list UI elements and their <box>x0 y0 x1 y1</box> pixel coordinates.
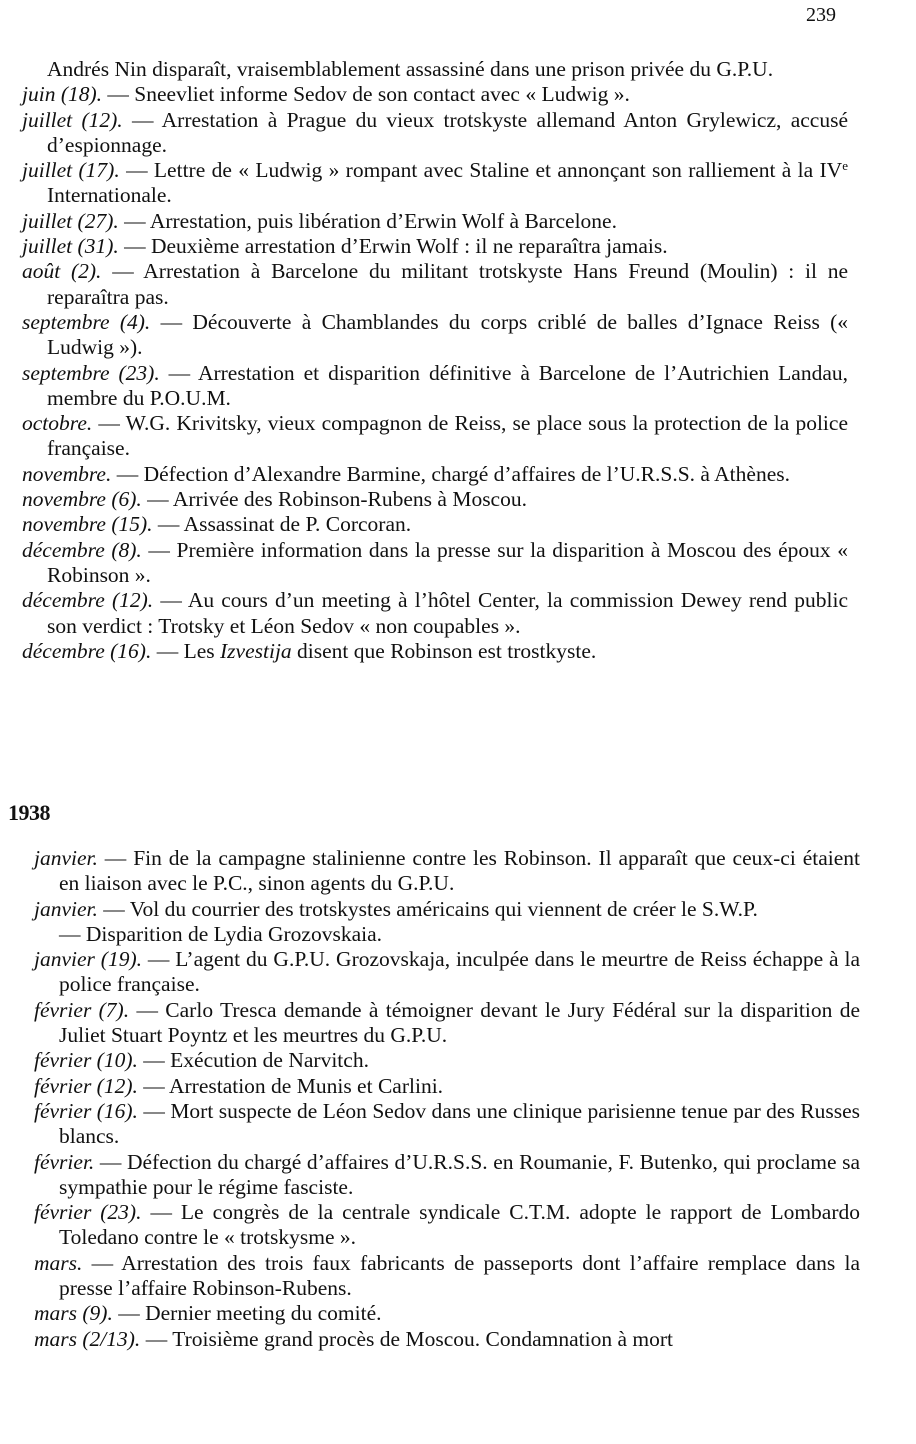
entry-fevrier-12 <box>34 1074 860 1099</box>
entry-separator: — <box>122 107 162 132</box>
entry-date: février (16). <box>34 1098 138 1123</box>
entry-text: Au cours d’un meeting à l’hôtel Center, la commission Dewey rend public son verdict : Trotsky et Léon Sedov « non coupables ». <box>47 588 848 638</box>
entry-date: juillet (12). <box>22 107 123 132</box>
entry-text: Arrivée des Robinson-Rubens à Moscou. <box>172 487 527 512</box>
entry-text: Vol du courrier des trotskystes américains qui viennent de créer le S.W.P. <box>129 896 758 921</box>
entry-separator: — <box>101 259 144 284</box>
entry-janvier-b <box>34 897 860 922</box>
entry-text: Arrestation des trois faux fabricants de passeports dont l’affaire remplace dans la presse l’affaire Robinson-Rubens. <box>59 1250 860 1301</box>
entry-date: juillet (31). <box>22 234 119 259</box>
entry-text: Sneevliet informe Sedov de son contact avec « Ludwig ». <box>134 82 630 107</box>
entry-novembre-6 <box>22 487 848 512</box>
entry-septembre-4 <box>22 310 848 361</box>
entry-juillet-17 <box>22 158 848 209</box>
entry-text: Assassinat de P. Corcoran. <box>183 512 412 537</box>
entry-juillet-27 <box>22 209 848 234</box>
entry-decembre-8 <box>22 538 848 589</box>
entry-text: Lettre de « Ludwig » rompant avec Staline et annonçant son ralliement à la IV <box>153 158 843 183</box>
entry-separator: — <box>92 411 126 436</box>
entry-text: Carlo Tresca demande à témoigner devant le Jury Fédéral sur la disparition de Juliet Stuart Poyntz et les meurtres du G.P.U. <box>59 997 860 1048</box>
entry-separator: — <box>150 309 193 334</box>
entry-text: Les <box>183 638 221 663</box>
entry-date: février (12). <box>34 1073 138 1098</box>
entry-text: W.G. Krivitsky, vieux compagnon de Reiss, se place sous la protection de la police française. <box>47 411 848 461</box>
chronology-1938 <box>34 846 860 1352</box>
entry-separator: — <box>118 208 150 233</box>
entry-date: mars. <box>34 1250 83 1275</box>
entry-juillet-12 <box>22 108 848 159</box>
entry-fevrier-10 <box>34 1048 860 1073</box>
entry-date: juillet (27). <box>22 208 119 233</box>
entry-andres-nin: Andrés Nin disparaît, vraisemblablement assassiné dans une prison privée du G.P.U. <box>47 57 774 81</box>
entry-septembre-23 <box>22 361 848 412</box>
entry-date: mars (9). <box>34 1301 113 1326</box>
page-number: 239 <box>806 4 836 26</box>
entry-text: Arrestation, puis libération d’Erwin Wolf à Barcelone. <box>149 208 617 233</box>
entry-decembre-16 <box>22 639 848 664</box>
entry-text: Arrestation de Munis et Carlini. <box>168 1073 444 1098</box>
entry-date: janvier (19). <box>34 947 142 972</box>
entry-separator: — <box>129 997 166 1022</box>
entry-separator: — <box>137 1098 171 1123</box>
entry-decembre-12 <box>22 588 848 639</box>
entry-juillet-31 <box>22 234 848 259</box>
entry-janvier-a <box>34 846 860 897</box>
entry-separator: — <box>112 1301 146 1326</box>
entry-mars-2-13 <box>34 1327 860 1352</box>
entry-date: septembre (4). <box>22 309 151 334</box>
superscript-e: e <box>842 158 848 174</box>
entry-date: mars (2/13). <box>34 1326 141 1351</box>
entry-text: Défection du chargé d’affaires d’U.R.S.S. en Roumanie, F. Butenko, qui proclame sa sympathie pour le régime fasciste. <box>59 1149 860 1199</box>
entry-date: février (23). <box>34 1200 142 1225</box>
entry-mars-9 <box>34 1301 860 1326</box>
entry-date: décembre (12). <box>22 588 154 613</box>
entry-fevrier-16 <box>34 1099 860 1150</box>
entry-separator: — <box>159 360 198 385</box>
entry-text: Le congrès de la centrale syndicale C.T.M. adopte le rapport de Lombardo Toledano contre le « trotskysme ». <box>59 1200 861 1250</box>
entry-text: Fin de la campagne stalinienne contre les Robinson. Il apparaît que ceux-ci étaient en liaison avec le P.C., sinon agents du G.P.U. <box>59 846 860 896</box>
entry-separator: — <box>137 1073 169 1098</box>
entry-date: février (10). <box>34 1048 138 1073</box>
entry-fevrier-23 <box>34 1200 860 1251</box>
entry-separator: — <box>141 487 173 512</box>
entry-text: Mort suspecte de Léon Sedov dans une clinique parisienne tenue par des Russes blancs. <box>59 1098 860 1149</box>
entry-separator: — <box>97 896 130 921</box>
entry-date: novembre. <box>22 461 112 486</box>
newspaper-title: Izvestija <box>220 638 292 663</box>
entry-date: janvier. <box>34 846 98 870</box>
entry-novembre <box>22 462 848 487</box>
entry-text: Première information dans la presse sur la disparition à Moscou des époux « Robinson ». <box>47 537 848 587</box>
entry-text: Arrestation et disparition définitive à Barcelone de l’Autrichien Landau, membre du P.O.U.M. <box>47 360 849 410</box>
entry-date: novembre (6). <box>22 487 142 512</box>
entry-novembre-15 <box>22 512 848 537</box>
entry-separator: — <box>140 1326 173 1351</box>
entry-date: novembre (15). <box>22 512 153 537</box>
entry-date: décembre (8). <box>22 537 142 562</box>
entry-date: décembre (16). <box>22 638 152 663</box>
entry-date: juillet (17). <box>22 158 120 183</box>
entry-text: Découverte à Chamblandes du corps criblé de balles d’Ignace Reiss (« Ludwig »). <box>47 309 849 360</box>
entry-disparition-lydia: — Disparition de Lydia Grozovskaia. <box>59 921 383 946</box>
entry-date: janvier. <box>34 896 98 921</box>
entry-text-after: disent que Robinson est trostkyste. <box>291 638 597 663</box>
entry-separator: — <box>119 158 154 183</box>
entry-text: Arrestation à Barcelone du militant trotskyste Hans Freund (Moulin) : il ne reparaîtra pas. <box>47 259 848 309</box>
entry-mars <box>34 1251 860 1302</box>
entry-separator: — <box>141 1200 181 1225</box>
entry-text: Dernier meeting du comité. <box>145 1301 382 1326</box>
year-heading-1938: 1938 <box>8 800 50 825</box>
entry-separator: — <box>137 1048 171 1073</box>
entry-text: Deuxième arrestation d’Erwin Wolf : il ne reparaîtra jamais. <box>150 234 668 259</box>
entry-separator: — <box>153 588 188 613</box>
entry-separator: — <box>152 512 184 537</box>
entry-text: L’agent du G.P.U. Grozovskaja, inculpée dans le meurtre de Reiss échappe à la police française. <box>59 947 861 997</box>
entry-text: Arrestation à Prague du vieux trotskyste allemand Anton Grylewicz, accusé d’espionnage. <box>47 107 848 157</box>
entry-text: Troisième grand procès de Moscou. Condamnation à mort <box>172 1326 673 1351</box>
entry-date: juin (18). <box>22 82 103 107</box>
entry-separator: — <box>151 638 184 663</box>
entry-octobre <box>22 411 848 462</box>
entry-separator: — <box>82 1250 122 1275</box>
entry-date: février (7). <box>34 997 130 1022</box>
chronology-1937-continued <box>22 57 848 664</box>
entry-date: février. <box>34 1149 95 1174</box>
entry-fevrier <box>34 1150 860 1201</box>
entry-date: août (2). <box>22 259 102 284</box>
entry-fevrier-7 <box>34 998 860 1049</box>
entry-separator: — <box>141 537 177 562</box>
entry-separator: — <box>111 461 144 486</box>
entry-separator: — <box>97 846 134 870</box>
entry-separator: — <box>141 947 176 972</box>
entry-date: septembre (23). <box>22 360 160 385</box>
entry-juin-18 <box>22 82 848 107</box>
entry-janvier-19 <box>34 947 860 998</box>
entry-date: octobre. <box>22 411 93 436</box>
entry-separator: — <box>118 234 151 259</box>
entry-separator: — <box>102 82 135 107</box>
entry-text: Défection d’Alexandre Barmine, chargé d’affaires de l’U.R.S.S. à Athènes. <box>143 461 790 486</box>
entry-aout-2 <box>22 259 848 310</box>
entry-text: Exécution de Narvitch. <box>170 1048 369 1073</box>
entry-separator: — <box>94 1149 127 1174</box>
entry-text-after: Internationale. <box>47 183 172 208</box>
